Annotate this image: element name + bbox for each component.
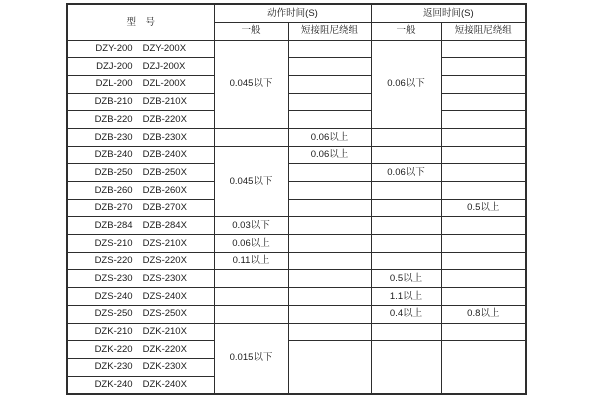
table-row bbox=[67, 305, 526, 323]
model-label: DZK-240 bbox=[94, 378, 133, 390]
value-cell: 0.06以上 bbox=[288, 128, 371, 146]
value-cell bbox=[288, 252, 371, 270]
value-cell bbox=[288, 217, 371, 235]
value-cell: 0.03以下 bbox=[214, 217, 288, 235]
table-row bbox=[67, 235, 526, 253]
value-cell bbox=[441, 323, 526, 341]
model-label: DZY-200 bbox=[95, 43, 133, 55]
model-label: DZS-250 bbox=[94, 308, 133, 320]
table-row bbox=[67, 217, 526, 235]
value-cell bbox=[441, 164, 526, 182]
model-label: DZL-200 bbox=[95, 78, 133, 90]
value-cell bbox=[441, 146, 526, 164]
value-cell: 0.5以上 bbox=[441, 199, 526, 217]
value-cell: 0.06以下 bbox=[371, 164, 441, 182]
value-cell bbox=[288, 93, 371, 111]
value-cell bbox=[371, 128, 441, 146]
table-row bbox=[67, 199, 526, 217]
value-cell bbox=[441, 75, 526, 93]
model-label: DZB-210 bbox=[94, 96, 133, 108]
model-label: DZB-250 bbox=[94, 166, 133, 178]
model-cell bbox=[67, 341, 214, 359]
value-cell bbox=[288, 182, 371, 200]
value-cell bbox=[441, 182, 526, 200]
value-cell bbox=[441, 128, 526, 146]
col-header-return-damped: 短接阻尼绕组 bbox=[441, 22, 526, 40]
table-row bbox=[67, 128, 526, 146]
model-label: DZS-230 bbox=[94, 273, 133, 285]
value-cell bbox=[371, 323, 441, 341]
value-cell bbox=[441, 217, 526, 235]
model-label: DZK-230 bbox=[94, 361, 133, 373]
header-row-groups bbox=[67, 4, 526, 22]
model-label: DZY-200X bbox=[142, 43, 187, 55]
table-header bbox=[67, 4, 526, 40]
col-header-action-damped: 短接阻尼绕组 bbox=[288, 22, 371, 40]
model-label: DZK-210X bbox=[142, 326, 187, 338]
table-row bbox=[67, 146, 526, 164]
value-cell bbox=[441, 252, 526, 270]
model-label: DZB-220 bbox=[94, 113, 133, 125]
model-label: DZS-250X bbox=[142, 308, 187, 320]
value-cell bbox=[441, 40, 526, 58]
value-cell bbox=[371, 235, 441, 253]
model-label: DZK-210 bbox=[94, 326, 133, 338]
value-cell: 0.045以下 bbox=[214, 40, 288, 128]
value-cell bbox=[288, 58, 371, 76]
value-cell bbox=[441, 93, 526, 111]
model-label: DZS-240 bbox=[94, 290, 133, 302]
model-label: DZB-230 bbox=[94, 131, 133, 143]
model-cell bbox=[67, 252, 214, 270]
model-cell bbox=[67, 235, 214, 253]
model-label: DZK-230X bbox=[142, 361, 187, 373]
value-cell: 1.1以上 bbox=[371, 288, 441, 306]
table-row bbox=[67, 341, 526, 359]
model-cell bbox=[67, 75, 214, 93]
value-cell bbox=[441, 58, 526, 76]
value-cell bbox=[214, 270, 288, 288]
relay-spec-table-container bbox=[66, 3, 527, 395]
table-row bbox=[67, 288, 526, 306]
table-body bbox=[67, 40, 526, 394]
value-cell bbox=[288, 288, 371, 306]
model-cell bbox=[67, 146, 214, 164]
value-cell: 0.045以下 bbox=[214, 146, 288, 217]
value-cell bbox=[288, 270, 371, 288]
value-cell bbox=[288, 40, 371, 58]
value-cell bbox=[371, 199, 441, 217]
model-label: DZS-240X bbox=[142, 290, 187, 302]
value-cell bbox=[288, 305, 371, 323]
value-cell: 0.06以上 bbox=[288, 146, 371, 164]
model-label: DZJ-200X bbox=[142, 60, 186, 72]
model-label: DZB-240 bbox=[94, 149, 133, 161]
model-label: DZL-200X bbox=[142, 78, 186, 90]
col-header-return-general: 一般 bbox=[371, 22, 441, 40]
value-cell bbox=[441, 270, 526, 288]
table-row bbox=[67, 40, 526, 58]
table-row bbox=[67, 270, 526, 288]
value-cell: 0.8以上 bbox=[441, 305, 526, 323]
value-cell: 0.015以下 bbox=[214, 323, 288, 394]
value-cell: 0.11以上 bbox=[214, 252, 288, 270]
model-label: DZS-230X bbox=[142, 273, 187, 285]
model-label: DZK-240X bbox=[142, 378, 187, 390]
model-cell bbox=[67, 217, 214, 235]
model-cell bbox=[67, 288, 214, 306]
col-header-model: 型 号 bbox=[67, 4, 214, 40]
model-label: DZS-210X bbox=[142, 237, 187, 249]
model-label: DZS-210 bbox=[94, 237, 133, 249]
model-cell bbox=[67, 358, 214, 376]
table-row bbox=[67, 252, 526, 270]
model-label: DZB-210X bbox=[142, 96, 187, 108]
model-label: DZB-270 bbox=[94, 202, 133, 214]
model-cell bbox=[67, 323, 214, 341]
model-label: DZS-220 bbox=[94, 255, 133, 267]
model-label: DZB-230X bbox=[142, 131, 187, 143]
model-label: DZB-250X bbox=[142, 166, 187, 178]
model-cell bbox=[67, 376, 214, 394]
value-cell: 0.06以下 bbox=[371, 40, 441, 128]
table-row bbox=[67, 58, 526, 76]
model-label: DZB-220X bbox=[142, 113, 187, 125]
col-group-return-time: 返回时间(S) bbox=[371, 4, 526, 22]
model-label: DZB-240X bbox=[142, 149, 187, 161]
value-cell bbox=[441, 288, 526, 306]
value-cell bbox=[441, 341, 526, 394]
value-cell bbox=[288, 164, 371, 182]
col-group-action-time: 动作时间(S) bbox=[214, 4, 371, 22]
table-row bbox=[67, 111, 526, 129]
table-row bbox=[67, 164, 526, 182]
model-label: DZJ-200 bbox=[96, 60, 133, 72]
model-cell bbox=[67, 164, 214, 182]
model-cell bbox=[67, 182, 214, 200]
value-cell: 0.06以上 bbox=[214, 235, 288, 253]
value-cell bbox=[288, 75, 371, 93]
value-cell bbox=[371, 146, 441, 164]
table-row bbox=[67, 182, 526, 200]
model-cell bbox=[67, 270, 214, 288]
table-row bbox=[67, 323, 526, 341]
value-cell bbox=[371, 252, 441, 270]
model-label: DZK-220X bbox=[142, 343, 187, 355]
relay-spec-table bbox=[66, 3, 527, 395]
value-cell bbox=[288, 235, 371, 253]
model-cell bbox=[67, 111, 214, 129]
value-cell bbox=[371, 182, 441, 200]
value-cell bbox=[441, 111, 526, 129]
model-label: DZB-260X bbox=[142, 184, 187, 196]
model-cell bbox=[67, 199, 214, 217]
col-header-action-general: 一般 bbox=[214, 22, 288, 40]
value-cell bbox=[214, 288, 288, 306]
table-row bbox=[67, 75, 526, 93]
model-label: DZS-220X bbox=[142, 255, 187, 267]
value-cell bbox=[371, 341, 441, 394]
value-cell: 0.4以上 bbox=[371, 305, 441, 323]
model-cell bbox=[67, 93, 214, 111]
model-cell bbox=[67, 58, 214, 76]
value-cell bbox=[214, 305, 288, 323]
model-cell bbox=[67, 40, 214, 58]
table-row bbox=[67, 93, 526, 111]
model-label: DZB-260 bbox=[94, 184, 133, 196]
value-cell bbox=[371, 217, 441, 235]
value-cell bbox=[288, 323, 371, 341]
value-cell bbox=[288, 341, 371, 394]
value-cell bbox=[288, 111, 371, 129]
model-label: DZB-284X bbox=[142, 219, 187, 231]
model-cell bbox=[67, 128, 214, 146]
value-cell bbox=[441, 235, 526, 253]
value-cell bbox=[288, 199, 371, 217]
value-cell bbox=[214, 128, 288, 146]
value-cell: 0.5以上 bbox=[371, 270, 441, 288]
model-label: DZK-220 bbox=[94, 343, 133, 355]
model-cell bbox=[67, 305, 214, 323]
model-label: DZB-270X bbox=[142, 202, 187, 214]
model-label: DZB-284 bbox=[94, 219, 133, 231]
